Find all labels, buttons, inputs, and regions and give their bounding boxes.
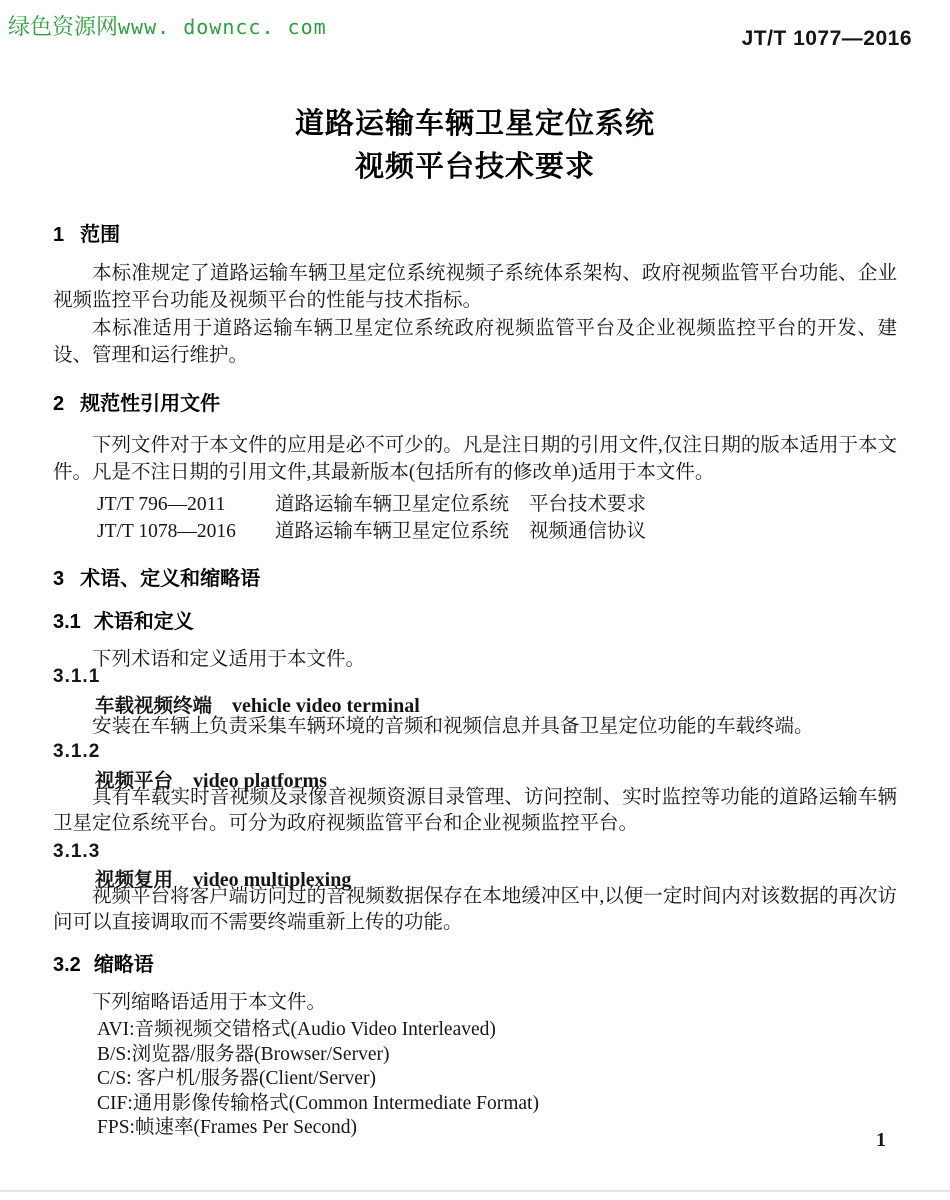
reference-part: 视频通信协议 xyxy=(529,521,647,542)
watermark-url: www. downcc. com xyxy=(118,15,327,39)
watermark-site-name: 绿色资源网 xyxy=(8,14,119,39)
section-1-label: 范围 xyxy=(80,224,121,246)
reference-code: JT/T 796—2011 xyxy=(97,494,226,515)
term-definition: 安装在车辆上负责采集车辆环境的音频和视频信息并具备卫星定位功能的车载终端。 xyxy=(92,716,814,737)
section-1-heading xyxy=(53,218,120,247)
section-2-number: 2 xyxy=(53,393,65,415)
reference-part: 平台技术要求 xyxy=(529,494,647,515)
document-title-line-2: 视频平台技术要求 xyxy=(354,151,595,183)
watermark xyxy=(8,10,327,41)
section-2-body xyxy=(53,432,897,487)
page-bottom-edge xyxy=(0,1190,950,1192)
paragraph: 下列文件对于本文件的应用是必不可少的。凡是注日期的引用文件,仅注日期的版本适用于本文件。凡是不注日期的引用文件,其最新版本(包括所有的修改单)适用于本文件。 xyxy=(53,435,897,484)
section-3-2-number: 3.2 xyxy=(53,954,81,976)
section-1-body xyxy=(53,260,897,370)
term-english: video platforms xyxy=(193,770,327,792)
abbreviation-line: B/S:浏览器/服务器(Browser/Server) xyxy=(97,1044,390,1065)
abbreviation-line: FPS:帧速率(Frames Per Second) xyxy=(97,1117,357,1138)
term-english: vehicle video terminal xyxy=(232,695,420,717)
section-2-heading xyxy=(53,387,220,416)
abbreviation-line: CIF:通用影像传输格式(Common Intermediate Format) xyxy=(97,1093,539,1114)
section-1-number: 1 xyxy=(53,224,65,246)
term-chinese: 车载视频终端 xyxy=(95,695,213,717)
term-chinese: 视频复用 xyxy=(95,869,174,891)
reference-line xyxy=(97,488,646,516)
document-title-line-1: 道路运输车辆卫星定位系统 xyxy=(294,108,655,140)
abbreviation-line: AVI:音频视频交错格式(Audio Video Interleaved) xyxy=(97,1019,496,1040)
term-english: video multiplexing xyxy=(193,869,352,891)
section-3-1-number: 3.1 xyxy=(53,611,81,633)
terms-intro: 下列术语和定义适用于本文件。 xyxy=(92,649,366,670)
section-3-2-label: 缩略语 xyxy=(93,954,154,976)
reference-line xyxy=(97,515,646,543)
term-number: 3.1.2 xyxy=(53,741,101,762)
reference-name: 道路运输车辆卫星定位系统 xyxy=(275,521,510,542)
paragraph: 本标准适用于道路运输车辆卫星定位系统政府视频监管平台及企业视频监控平台的开发、建设、管理和运行维护。 xyxy=(53,317,897,367)
term-number: 3.1.1 xyxy=(53,666,101,687)
reference-name: 道路运输车辆卫星定位系统 xyxy=(275,494,510,515)
section-3-label: 术语、定义和缩略语 xyxy=(80,568,261,590)
section-3-1-label: 术语和定义 xyxy=(93,611,194,633)
abbreviation-line: C/S: 客户机/服务器(Client/Server) xyxy=(97,1068,376,1089)
abbreviations-intro: 下列缩略语适用于本文件。 xyxy=(92,992,327,1013)
term-definition: 视频平台将客户端访问过的音视频数据保存在本地缓冲区中,以便一定时间内对该数据的再次访问可以直接调取而不需要终端重新上传的功能。 xyxy=(53,886,897,933)
page-number: 1 xyxy=(876,1129,886,1151)
section-3-number: 3 xyxy=(53,568,65,590)
standard-number: JT/T 1077—2016 xyxy=(741,27,912,50)
section-3-1-heading xyxy=(53,605,194,634)
term-definition: 具有车载实时音视频及录像音视频资源目录管理、访问控制、实时监控等功能的道路运输车辆卫星定位系统平台。可分为政府视频监管平台和企业视频监控平台。 xyxy=(53,787,897,834)
paragraph: 本标准规定了道路运输车辆卫星定位系统视频子系统体系架构、政府视频监管平台功能、企业视频监控平台功能及视频平台的性能与技术指标。 xyxy=(53,263,897,312)
reference-code: JT/T 1078—2016 xyxy=(97,521,236,542)
section-3-heading xyxy=(53,562,260,591)
section-2-label: 规范性引用文件 xyxy=(80,393,221,415)
section-3-2-heading xyxy=(53,948,154,977)
term-chinese: 视频平台 xyxy=(95,770,174,792)
term-number: 3.1.3 xyxy=(53,841,101,862)
